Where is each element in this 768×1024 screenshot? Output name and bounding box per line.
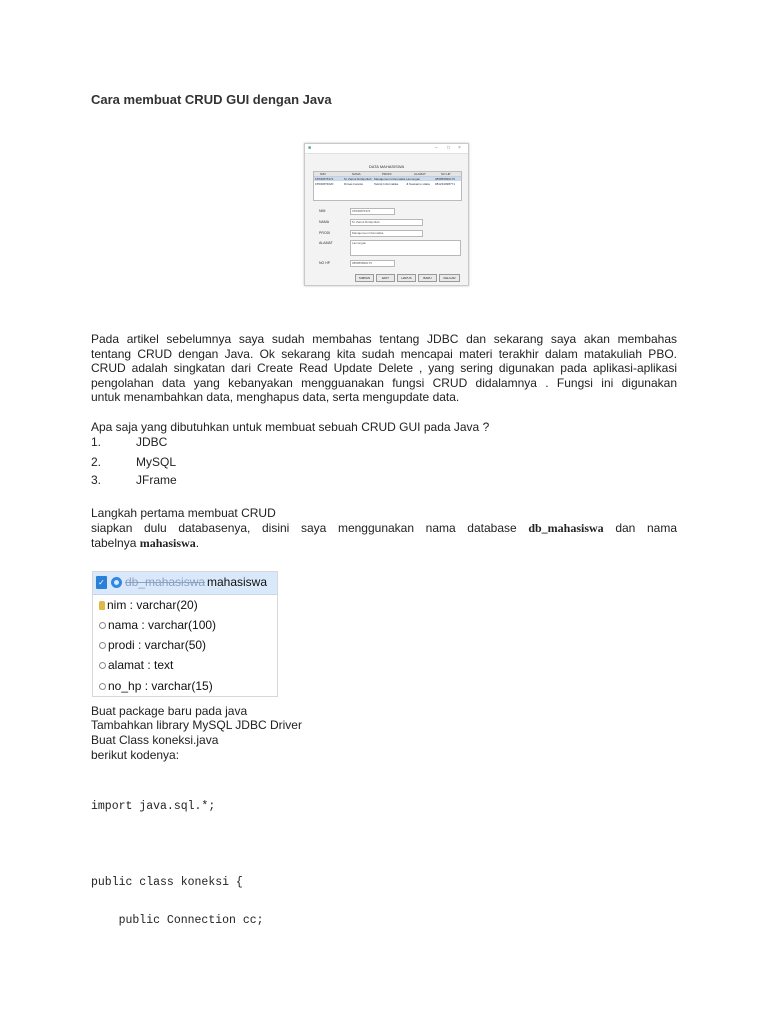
baru-button[interactable]: BARU [418, 274, 437, 282]
list-number: 2. [91, 455, 102, 469]
column-icon [99, 642, 106, 649]
table-name: mahasiswa [139, 535, 196, 550]
paragraph-line: tabelnya mahasiswa. [91, 535, 200, 550]
data-table [313, 171, 462, 201]
cell: 15530874620 [315, 182, 334, 186]
cell: 081234098771 [435, 182, 456, 186]
step-line: Buat package baru pada java [91, 704, 248, 718]
column-item [99, 658, 173, 672]
label-nama: NAMA [319, 220, 330, 224]
gear-icon [111, 577, 122, 588]
paragraph-line: Pada artikel sebelumnya saya sudah membahas tentang JDBC dan sekarang saya akan membahas [91, 332, 677, 346]
label-alamat: ALAMAT [319, 241, 333, 245]
simpan-button[interactable]: SIMPAN [355, 274, 374, 282]
db-structure-image [92, 571, 278, 697]
label-nim: NIM [319, 209, 326, 213]
list-item: JFrame [136, 473, 177, 487]
table-name-label: mahasiswa [207, 575, 268, 589]
column-item [99, 598, 198, 612]
column-icon [99, 683, 106, 690]
paragraph-line: pengolahan data yang kebanyakan mengguanakan fungsi CRUD didalamnya . Fungsi ini digunakan [91, 375, 677, 390]
column-label: nim : varchar(20) [107, 598, 198, 612]
alamat-textarea[interactable]: Lamongan [350, 240, 461, 256]
step-paragraph [91, 521, 677, 550]
window-titlebar [305, 144, 468, 154]
cell: Jl.Soekarno Hatta [406, 182, 430, 186]
key-icon [99, 601, 105, 610]
minimize-icon: – [435, 145, 438, 151]
step-heading: Langkah pertama membuat CRUD [91, 506, 276, 520]
db-name-label: db_mahasiswa [125, 575, 206, 589]
code-line: public Connection cc; [91, 914, 264, 927]
step-line: Buat Class koneksi.java [91, 733, 219, 747]
form-title: DATA MAHASISWA [368, 164, 405, 169]
header-nama: NAMA [352, 172, 361, 176]
step-line: berikut kodenya: [91, 748, 180, 762]
header-nohp: NO HP [441, 172, 451, 176]
cell: Lamongan [406, 177, 421, 181]
db-header [93, 572, 277, 595]
column-label: nama : varchar(100) [108, 618, 217, 632]
header-alamat: ALAMAT [414, 172, 426, 176]
cell: Manajemen Informatika [374, 177, 406, 181]
paragraph-line: tentang CRUD dengan Java. Ok sekarang kita sudah mencapai materi terakhir dalam matakuliah PBO. [91, 346, 677, 361]
header-prodi: PRODI [382, 172, 392, 176]
keluar-button[interactable]: KELUAR [439, 274, 460, 282]
intro-paragraph [91, 332, 677, 405]
paragraph-line: CRUD adalah singkatan dari Create Read Update Delete , yang sering digunakan pada aplikasi-aplikasi [91, 361, 677, 375]
table-row[interactable] [314, 182, 461, 186]
list-number: 3. [91, 473, 102, 487]
step-text: tabelnya [91, 535, 137, 550]
column-item [99, 638, 206, 652]
column-label: no_hp : varchar(15) [108, 679, 213, 693]
step-line: Tambahkan library MySQL JDBC Driver [91, 718, 302, 732]
paragraph-line: untuk menambahkan data, menghapus data, serta mengupdate data. [91, 390, 460, 404]
nohp-field[interactable]: 085855890175 [350, 260, 395, 267]
label-nohp: NO HP [319, 261, 331, 265]
cell: Dimas Irwanto [344, 182, 364, 186]
java-icon: ■ [308, 145, 312, 151]
column-label: alamat : text [108, 658, 174, 672]
column-item [99, 618, 216, 632]
edit-button[interactable]: EDIT [376, 274, 395, 282]
header-nim: NIM [320, 172, 326, 176]
maximize-icon: □ [447, 145, 451, 151]
label-prodi: PRODI [319, 231, 331, 235]
paragraph-line [91, 521, 677, 536]
table-row[interactable] [314, 177, 461, 181]
list-item: JDBC [136, 435, 168, 449]
list-item: MySQL [136, 455, 177, 469]
column-icon [99, 662, 106, 669]
column-item [99, 679, 213, 693]
list-number: 1. [91, 435, 102, 449]
crud-app-screenshot [304, 143, 469, 286]
prodi-field[interactable]: Manajemen Informatika [350, 230, 423, 237]
code-line: import java.sql.*; [91, 800, 216, 813]
code-line: public class koneksi { [91, 876, 243, 889]
cell: 15530876372 [315, 177, 334, 181]
checkbox-icon: ✓ [96, 576, 107, 589]
cell: Teknik Informatika [374, 182, 399, 186]
page-title: Cara membuat CRUD GUI dengan Java [91, 92, 332, 107]
cell: M. Zainul Rofiqurilah [344, 177, 372, 181]
question-text: Apa saja yang dibutuhkan untuk membuat sebuah CRUD GUI pada Java ? [91, 420, 490, 434]
step-text: siapkan dulu databasenya, disini saya menggunakan nama database [91, 521, 517, 535]
nim-field[interactable]: 15530876372 [350, 208, 395, 215]
hapus-button[interactable]: HAPUS [397, 274, 416, 282]
close-icon: × [458, 145, 461, 151]
column-label: prodi : varchar(50) [108, 638, 207, 652]
db-name: db_mahasiswa [528, 521, 604, 535]
cell: 085855890175 [435, 177, 456, 181]
nama-field[interactable]: M. Zainul Rofiqurilah [350, 219, 423, 226]
step-text: dan nama [615, 521, 677, 535]
column-icon [99, 622, 106, 629]
